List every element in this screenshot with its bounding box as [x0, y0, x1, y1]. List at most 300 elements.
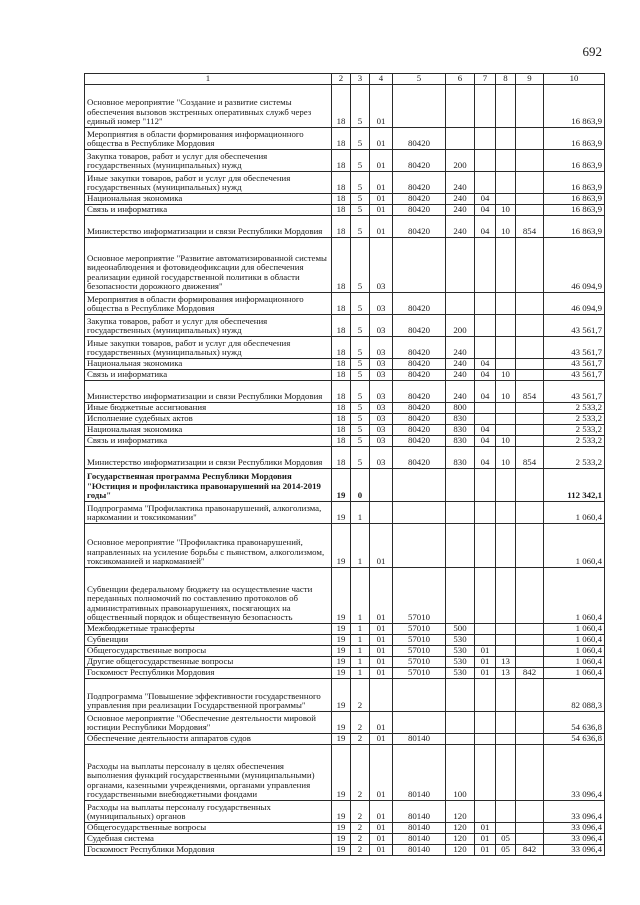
- code-cell-4: 01: [370, 150, 393, 172]
- item-name-cell: Министерство информатизации и связи Республики Мордовия: [85, 381, 332, 403]
- code-cell-2: 19: [332, 745, 351, 801]
- code-cell-2: 18: [332, 337, 351, 359]
- item-name-cell: Расходы на выплаты персоналу государственных (муниципальных) органов: [85, 801, 332, 823]
- code-cell-2: 18: [332, 293, 351, 315]
- code-cell-2: 19: [332, 624, 351, 635]
- column-header: 5: [393, 74, 446, 85]
- code-cell-2: 19: [332, 679, 351, 712]
- column-header: 3: [351, 74, 370, 85]
- code-cell-3: 2: [351, 845, 370, 856]
- code-cell-3: 5: [351, 128, 370, 150]
- code-cell-9: 854: [516, 216, 544, 238]
- code-cell-4: 03: [370, 447, 393, 469]
- code-cell-7: [475, 128, 496, 150]
- code-cell-4: 01: [370, 172, 393, 194]
- code-cell-2: 18: [332, 216, 351, 238]
- code-cell-6: [446, 524, 475, 568]
- table-row: [85, 745, 605, 801]
- amount-cell: 16 863,9: [544, 216, 605, 238]
- code-cell-9: [516, 624, 544, 635]
- code-cell-5: 80420: [393, 150, 446, 172]
- code-cell-3: 2: [351, 834, 370, 845]
- code-cell-5: 57010: [393, 646, 446, 657]
- code-cell-2: 19: [332, 801, 351, 823]
- code-cell-3: 5: [351, 403, 370, 414]
- code-cell-7: 04: [475, 216, 496, 238]
- item-name-cell: Основное мероприятие "Создание и развитие системы обеспечения вызовов экстренных оперативных служб через единый номер "112": [85, 85, 332, 128]
- item-name-cell: Госкомюст Республики Мордовия: [85, 668, 332, 679]
- table-row: [85, 128, 605, 150]
- amount-cell: 54 636,8: [544, 734, 605, 745]
- code-cell-4: 01: [370, 823, 393, 834]
- amount-cell: 2 533,2: [544, 447, 605, 469]
- code-cell-9: [516, 315, 544, 337]
- table-row: [85, 823, 605, 834]
- amount-cell: 16 863,9: [544, 85, 605, 128]
- item-name-cell: Министерство информатизации и связи Республики Мордовия: [85, 216, 332, 238]
- code-cell-2: 19: [332, 469, 351, 502]
- table-row: [85, 172, 605, 194]
- code-cell-2: 18: [332, 381, 351, 403]
- item-name-cell: Субвенции федеральному бюджету на осуществление части переданных полномочий по составлению протоколов об административных правонарушениях, посягающих на общественный порядок и общественную безопасность: [85, 568, 332, 624]
- code-cell-3: 5: [351, 205, 370, 216]
- code-cell-7: [475, 85, 496, 128]
- item-name-cell: Подпрограмма "Повышение эффективности государственного управления при реализации Государственной программы": [85, 679, 332, 712]
- code-cell-8: [496, 801, 516, 823]
- code-cell-9: [516, 337, 544, 359]
- code-cell-7: [475, 315, 496, 337]
- code-cell-2: 19: [332, 635, 351, 646]
- table-row: [85, 657, 605, 668]
- code-cell-7: [475, 801, 496, 823]
- code-cell-7: 04: [475, 436, 496, 447]
- code-cell-4: 01: [370, 128, 393, 150]
- code-cell-4: 01: [370, 712, 393, 734]
- code-cell-4: 01: [370, 801, 393, 823]
- code-cell-8: 10: [496, 447, 516, 469]
- code-cell-8: [496, 315, 516, 337]
- code-cell-5: [393, 85, 446, 128]
- table-row: [85, 194, 605, 205]
- amount-cell: 82 088,3: [544, 679, 605, 712]
- code-cell-8: [496, 403, 516, 414]
- code-cell-7: [475, 679, 496, 712]
- budget-table: [84, 73, 605, 856]
- code-cell-6: [446, 679, 475, 712]
- code-cell-9: [516, 172, 544, 194]
- code-cell-5: 80420: [393, 216, 446, 238]
- code-cell-6: 240: [446, 370, 475, 381]
- code-cell-9: 854: [516, 381, 544, 403]
- item-name-cell: Закупка товаров, работ и услуг для обеспечения государственных (муниципальных) нужд: [85, 150, 332, 172]
- table-row: [85, 635, 605, 646]
- code-cell-7: 04: [475, 194, 496, 205]
- code-cell-9: [516, 712, 544, 734]
- column-header: 6: [446, 74, 475, 85]
- item-name-cell: Судебная система: [85, 834, 332, 845]
- code-cell-2: 18: [332, 194, 351, 205]
- code-cell-8: 13: [496, 657, 516, 668]
- code-cell-3: 5: [351, 85, 370, 128]
- code-cell-2: 18: [332, 85, 351, 128]
- table-row: [85, 381, 605, 403]
- code-cell-2: 18: [332, 238, 351, 293]
- code-cell-5: 80420: [393, 315, 446, 337]
- code-cell-3: 5: [351, 238, 370, 293]
- table-row: [85, 502, 605, 524]
- column-header: 1: [85, 74, 332, 85]
- code-cell-6: 240: [446, 381, 475, 403]
- item-name-cell: Иные закупки товаров, работ и услуг для обеспечения государственных (муниципальных) нужд: [85, 172, 332, 194]
- code-cell-4: [370, 502, 393, 524]
- code-cell-8: [496, 425, 516, 436]
- code-cell-3: 2: [351, 734, 370, 745]
- code-cell-5: [393, 238, 446, 293]
- code-cell-4: 01: [370, 635, 393, 646]
- code-cell-5: 80420: [393, 403, 446, 414]
- code-cell-4: 01: [370, 624, 393, 635]
- code-cell-6: 530: [446, 646, 475, 657]
- code-cell-8: [496, 712, 516, 734]
- amount-cell: 2 533,2: [544, 414, 605, 425]
- code-cell-7: 04: [475, 425, 496, 436]
- code-cell-8: 10: [496, 381, 516, 403]
- amount-cell: 43 561,7: [544, 359, 605, 370]
- code-cell-2: 19: [332, 834, 351, 845]
- code-cell-9: [516, 85, 544, 128]
- amount-cell: 2 533,2: [544, 436, 605, 447]
- code-cell-4: 01: [370, 845, 393, 856]
- table-row: [85, 359, 605, 370]
- code-cell-2: 19: [332, 668, 351, 679]
- code-cell-9: 842: [516, 845, 544, 856]
- table-row: [85, 205, 605, 216]
- code-cell-8: 10: [496, 370, 516, 381]
- item-name-cell: Подпрограмма "Профилактика правонарушений, алкоголизма, наркомании и токсикомании": [85, 502, 332, 524]
- code-cell-4: 03: [370, 425, 393, 436]
- code-cell-7: 01: [475, 823, 496, 834]
- code-cell-7: 01: [475, 646, 496, 657]
- code-cell-2: 18: [332, 436, 351, 447]
- code-cell-8: [496, 568, 516, 624]
- table-row: [85, 150, 605, 172]
- amount-cell: 43 561,7: [544, 315, 605, 337]
- code-cell-2: 18: [332, 403, 351, 414]
- code-cell-9: [516, 502, 544, 524]
- table-row: [85, 315, 605, 337]
- amount-cell: 43 561,7: [544, 381, 605, 403]
- code-cell-5: 80420: [393, 414, 446, 425]
- code-cell-3: 1: [351, 646, 370, 657]
- code-cell-4: [370, 679, 393, 712]
- code-cell-6: 530: [446, 657, 475, 668]
- code-cell-7: [475, 524, 496, 568]
- code-cell-3: 5: [351, 315, 370, 337]
- code-cell-4: 01: [370, 657, 393, 668]
- code-cell-9: [516, 524, 544, 568]
- table-row: [85, 679, 605, 712]
- code-cell-3: 5: [351, 381, 370, 403]
- code-cell-4: 03: [370, 370, 393, 381]
- table-row: [85, 216, 605, 238]
- code-cell-3: 0: [351, 469, 370, 502]
- code-cell-6: 120: [446, 845, 475, 856]
- code-cell-5: 80140: [393, 823, 446, 834]
- code-cell-5: 57010: [393, 624, 446, 635]
- code-cell-5: 80420: [393, 436, 446, 447]
- amount-cell: 43 561,7: [544, 337, 605, 359]
- code-cell-7: 01: [475, 657, 496, 668]
- code-cell-4: 01: [370, 668, 393, 679]
- amount-cell: 112 342,1: [544, 469, 605, 502]
- code-cell-7: 01: [475, 845, 496, 856]
- item-name-cell: Исполнение судебных актов: [85, 414, 332, 425]
- code-cell-4: 03: [370, 238, 393, 293]
- code-cell-5: 80420: [393, 425, 446, 436]
- code-cell-8: [496, 524, 516, 568]
- code-cell-9: [516, 150, 544, 172]
- amount-cell: 33 096,4: [544, 823, 605, 834]
- code-cell-8: [496, 238, 516, 293]
- item-name-cell: Расходы на выплаты персоналу в целях обеспечения выполнения функций государственными (муниципальными) органами, казенными учреждениями, органами управления государственными внебюджетными фондами: [85, 745, 332, 801]
- code-cell-4: 03: [370, 414, 393, 425]
- code-cell-6: 200: [446, 315, 475, 337]
- table-row: [85, 624, 605, 635]
- code-cell-8: 05: [496, 845, 516, 856]
- code-cell-8: 10: [496, 436, 516, 447]
- code-cell-9: [516, 834, 544, 845]
- amount-cell: 33 096,4: [544, 801, 605, 823]
- code-cell-8: [496, 150, 516, 172]
- code-cell-8: [496, 337, 516, 359]
- amount-cell: 1 060,4: [544, 502, 605, 524]
- code-cell-6: 830: [446, 436, 475, 447]
- code-cell-9: [516, 745, 544, 801]
- code-cell-2: 18: [332, 205, 351, 216]
- code-cell-2: 18: [332, 447, 351, 469]
- table-row: [85, 646, 605, 657]
- item-name-cell: Национальная экономика: [85, 425, 332, 436]
- code-cell-3: 1: [351, 624, 370, 635]
- code-cell-3: 5: [351, 370, 370, 381]
- code-cell-6: [446, 469, 475, 502]
- code-cell-2: 18: [332, 315, 351, 337]
- code-cell-7: 04: [475, 370, 496, 381]
- table-row: [85, 524, 605, 568]
- code-cell-6: [446, 238, 475, 293]
- code-cell-7: [475, 469, 496, 502]
- code-cell-6: [446, 293, 475, 315]
- code-cell-3: 2: [351, 712, 370, 734]
- code-cell-2: 18: [332, 425, 351, 436]
- code-cell-6: 240: [446, 359, 475, 370]
- amount-cell: 1 060,4: [544, 624, 605, 635]
- code-cell-5: 80420: [393, 447, 446, 469]
- column-header: 2: [332, 74, 351, 85]
- code-cell-7: [475, 635, 496, 646]
- code-cell-6: 200: [446, 150, 475, 172]
- code-cell-3: 1: [351, 657, 370, 668]
- code-cell-9: [516, 823, 544, 834]
- code-cell-5: 80140: [393, 845, 446, 856]
- code-cell-5: 80420: [393, 128, 446, 150]
- table-row: [85, 414, 605, 425]
- amount-cell: 16 863,9: [544, 172, 605, 194]
- code-cell-2: 18: [332, 370, 351, 381]
- code-cell-5: [393, 679, 446, 712]
- code-cell-9: [516, 238, 544, 293]
- code-cell-5: 80140: [393, 745, 446, 801]
- amount-cell: 16 863,9: [544, 150, 605, 172]
- table-row: [85, 469, 605, 502]
- code-cell-3: 2: [351, 745, 370, 801]
- code-cell-8: [496, 624, 516, 635]
- code-cell-8: [496, 85, 516, 128]
- code-cell-9: [516, 801, 544, 823]
- item-name-cell: Обеспечение деятельности аппаратов судов: [85, 734, 332, 745]
- code-cell-4: 01: [370, 646, 393, 657]
- code-cell-4: 03: [370, 381, 393, 403]
- code-cell-4: 01: [370, 205, 393, 216]
- code-cell-6: 830: [446, 414, 475, 425]
- code-cell-6: 120: [446, 801, 475, 823]
- item-name-cell: Министерство информатизации и связи Республики Мордовия: [85, 447, 332, 469]
- amount-cell: 46 094,9: [544, 238, 605, 293]
- code-cell-5: [393, 712, 446, 734]
- code-cell-9: [516, 414, 544, 425]
- table-body: [85, 85, 605, 856]
- code-cell-3: 1: [351, 635, 370, 646]
- code-cell-5: 80140: [393, 834, 446, 845]
- item-name-cell: Основное мероприятие "Обеспечение деятельности мировой юстиции Республики Мордовия": [85, 712, 332, 734]
- item-name-cell: Национальная экономика: [85, 359, 332, 370]
- code-cell-8: [496, 679, 516, 712]
- code-cell-3: 2: [351, 823, 370, 834]
- code-cell-8: [496, 293, 516, 315]
- item-name-cell: Основное мероприятие "Профилактика правонарушений, направленных на усиление борьбы с пьянством, алкоголизмом, токсикоманией и наркоманией": [85, 524, 332, 568]
- code-cell-8: [496, 359, 516, 370]
- code-cell-9: [516, 635, 544, 646]
- item-name-cell: Связь и информатика: [85, 370, 332, 381]
- code-cell-6: 530: [446, 668, 475, 679]
- code-cell-3: 2: [351, 679, 370, 712]
- code-cell-5: 80420: [393, 359, 446, 370]
- amount-cell: 16 863,9: [544, 205, 605, 216]
- code-cell-6: 240: [446, 216, 475, 238]
- code-cell-7: 04: [475, 381, 496, 403]
- table-row: [85, 734, 605, 745]
- code-cell-5: 57010: [393, 635, 446, 646]
- code-cell-7: [475, 150, 496, 172]
- column-header: 10: [544, 74, 605, 85]
- code-cell-7: [475, 734, 496, 745]
- code-cell-5: [393, 502, 446, 524]
- code-cell-6: 530: [446, 635, 475, 646]
- column-header: 8: [496, 74, 516, 85]
- code-cell-9: [516, 370, 544, 381]
- item-name-cell: Другие общегосударственные вопросы: [85, 657, 332, 668]
- code-cell-3: 5: [351, 436, 370, 447]
- code-cell-4: 01: [370, 216, 393, 238]
- item-name-cell: Связь и информатика: [85, 436, 332, 447]
- code-cell-4: 01: [370, 834, 393, 845]
- header-row: [85, 74, 605, 85]
- code-cell-6: [446, 712, 475, 734]
- code-cell-8: [496, 414, 516, 425]
- item-name-cell: Иные закупки товаров, работ и услуг для обеспечения государственных (муниципальных) нужд: [85, 337, 332, 359]
- code-cell-6: 500: [446, 624, 475, 635]
- code-cell-3: 5: [351, 414, 370, 425]
- code-cell-9: [516, 425, 544, 436]
- code-cell-5: 57010: [393, 568, 446, 624]
- code-cell-6: 240: [446, 337, 475, 359]
- item-name-cell: Общегосударственные вопросы: [85, 823, 332, 834]
- item-name-cell: Иные бюджетные ассигнования: [85, 403, 332, 414]
- amount-cell: 2 533,2: [544, 425, 605, 436]
- code-cell-3: 5: [351, 425, 370, 436]
- amount-cell: 1 060,4: [544, 646, 605, 657]
- code-cell-8: 05: [496, 834, 516, 845]
- table-row: [85, 668, 605, 679]
- code-cell-4: 03: [370, 359, 393, 370]
- code-cell-7: [475, 238, 496, 293]
- code-cell-8: [496, 172, 516, 194]
- code-cell-4: 01: [370, 568, 393, 624]
- code-cell-5: [393, 469, 446, 502]
- amount-cell: 33 096,4: [544, 845, 605, 856]
- code-cell-3: 5: [351, 337, 370, 359]
- item-name-cell: Госкомюст Республики Мордовия: [85, 845, 332, 856]
- code-cell-3: 5: [351, 150, 370, 172]
- code-cell-9: [516, 568, 544, 624]
- amount-cell: 2 533,2: [544, 403, 605, 414]
- code-cell-5: [393, 524, 446, 568]
- code-cell-9: [516, 293, 544, 315]
- code-cell-7: [475, 172, 496, 194]
- code-cell-3: 5: [351, 172, 370, 194]
- code-cell-8: [496, 745, 516, 801]
- table-row: [85, 370, 605, 381]
- amount-cell: 33 096,4: [544, 834, 605, 845]
- amount-cell: 1 060,4: [544, 668, 605, 679]
- code-cell-5: 80140: [393, 734, 446, 745]
- code-cell-3: 5: [351, 359, 370, 370]
- code-cell-5: 57010: [393, 668, 446, 679]
- item-name-cell: Национальная экономика: [85, 194, 332, 205]
- code-cell-3: 2: [351, 801, 370, 823]
- code-cell-9: [516, 403, 544, 414]
- code-cell-6: [446, 85, 475, 128]
- code-cell-3: 1: [351, 524, 370, 568]
- code-cell-7: [475, 568, 496, 624]
- column-header: 9: [516, 74, 544, 85]
- code-cell-2: 19: [332, 502, 351, 524]
- code-cell-6: 800: [446, 403, 475, 414]
- code-cell-6: 240: [446, 194, 475, 205]
- code-cell-4: 01: [370, 745, 393, 801]
- amount-cell: 16 863,9: [544, 128, 605, 150]
- amount-cell: 1 060,4: [544, 524, 605, 568]
- item-name-cell: Государственная программа Республики Мордовия "Юстиция и профилактика правонарушений на 2014-2019 годы": [85, 469, 332, 502]
- code-cell-4: [370, 469, 393, 502]
- table-row: [85, 425, 605, 436]
- code-cell-6: 120: [446, 823, 475, 834]
- code-cell-4: 03: [370, 315, 393, 337]
- code-cell-9: [516, 205, 544, 216]
- table-row: [85, 238, 605, 293]
- table-row: [85, 712, 605, 734]
- code-cell-2: 18: [332, 414, 351, 425]
